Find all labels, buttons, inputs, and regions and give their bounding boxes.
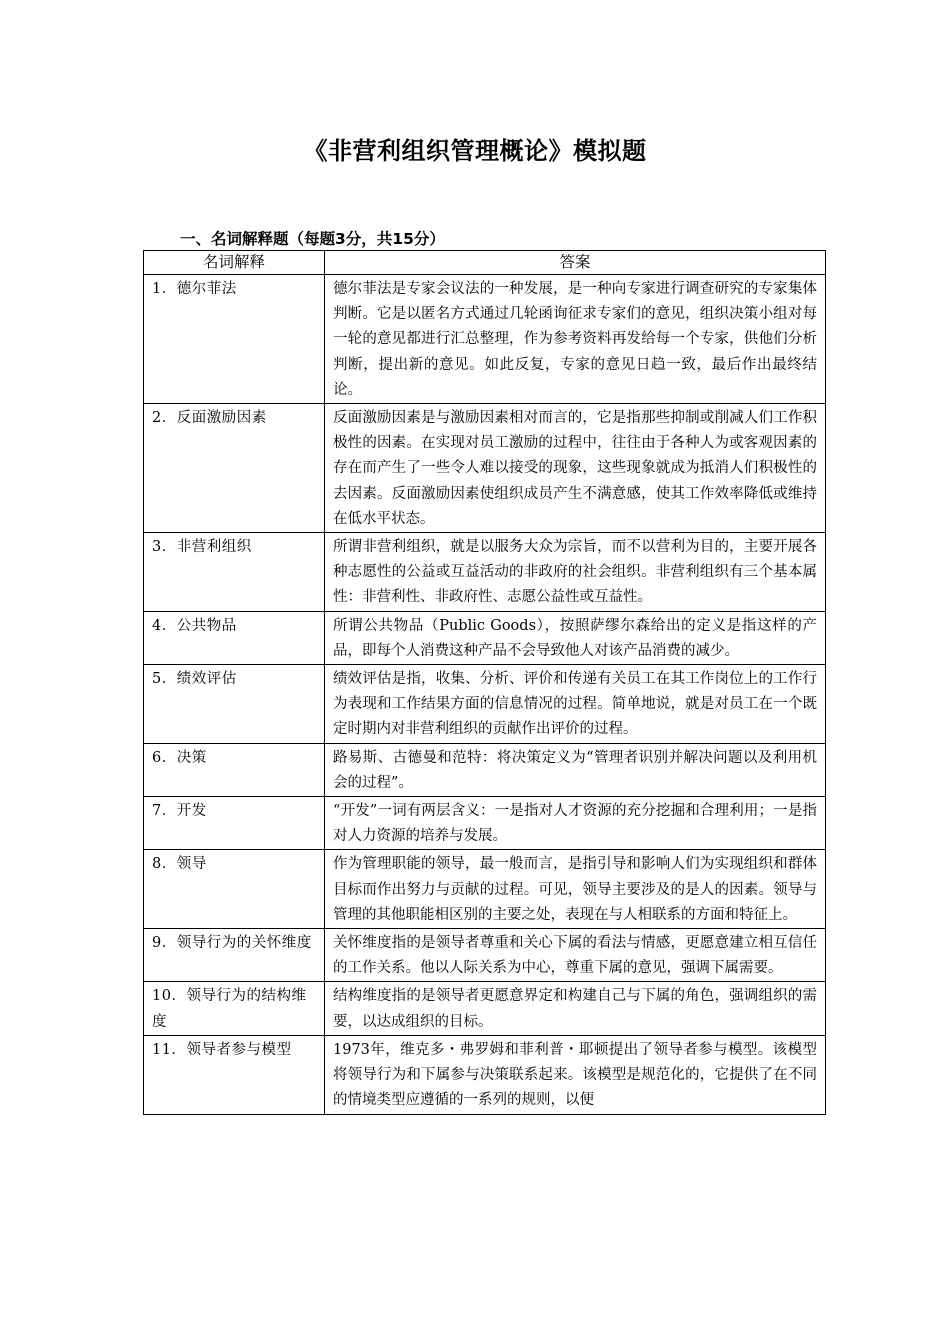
table-row	[144, 743, 826, 796]
answer-cell: 作为管理职能的领导，最一般而言，是指引导和影响人们为实现组织和群体目标而作出努力与贡献的过程。可见，领导主要涉及的是人的因素。领导与管理的其他职能相区别的主要之处，表现在与人相联系的方面和特征上。	[325, 850, 826, 929]
term-column-header: 名词解释	[144, 251, 325, 275]
table-row	[144, 929, 826, 982]
answer-cell: 1973年，维克多・弗罗姆和菲利普・耶顿提出了领导者参与模型。该模型将领导行为和下属参与决策联系起来。该模型是规范化的，它提供了在不同的情境类型应遵循的一系列的规则，以便	[325, 1035, 826, 1114]
table-row	[144, 665, 826, 744]
answer-cell: 所谓非营利组织，就是以服务大众为宗旨，而不以营利为目的，主要开展各种志愿性的公益或互益活动的非政府的社会组织。非营利组织有三个基本属性：非营利性、非政府性、志愿公益性或互益性。	[325, 533, 826, 612]
answer-cell: 结构维度指的是领导者更愿意界定和构建自己与下属的角色，强调组织的需要，以达成组织的目标。	[325, 982, 826, 1035]
table-row	[144, 275, 826, 404]
answer-cell: 关怀维度指的是领导者尊重和关心下属的看法与情感，更愿意建立相互信任的工作关系。他以人际关系为中心，尊重下属的意见，强调下属需要。	[325, 929, 826, 982]
answer-cell: 德尔菲法是专家会议法的一种发展，是一种向专家进行调查研究的专家集体判断。它是以匿名方式通过几轮函询征求专家们的意见，组织决策小组对每一轮的意见都进行汇总整理，作为参考资料再发给每一个专家，供他们分析判断，提出新的意见。如此反复，专家的意见日趋一致，最后作出最终结论。	[325, 275, 826, 404]
table-header-row	[144, 251, 826, 275]
answer-cell: 反面激励因素是与激励因素相对而言的，它是指那些抑制或削减人们工作积极性的因素。在实现对员工激励的过程中，往往由于各种人为或客观因素的存在而产生了一些令人难以接受的现象，这些现象就成为抵消人们积极性的去因素。反面激励因素使组织成员产生不满意感，使其工作效率降低或维持在低水平状态。	[325, 404, 826, 533]
glossary-table	[143, 250, 826, 1115]
answer-cell: “开发”一词有两层含义：一是指对人才资源的充分挖掘和合理利用；一是指对人力资源的培养与发展。	[325, 797, 826, 850]
section-heading: 一、名词解释题（每题3分，共15分）	[180, 230, 445, 248]
table-row	[144, 404, 826, 533]
table-row	[144, 1035, 826, 1114]
term-cell: 5．绩效评估	[144, 665, 325, 744]
table-row	[144, 611, 826, 664]
term-cell: 1．德尔菲法	[144, 275, 325, 404]
table-row	[144, 533, 826, 612]
term-cell: 6．决策	[144, 743, 325, 796]
term-cell: 8．领导	[144, 850, 325, 929]
answer-column-header: 答案	[325, 251, 826, 275]
answer-cell: 路易斯、古德曼和范特：将决策定义为“管理者识别并解决问题以及利用机会的过程”。	[325, 743, 826, 796]
term-cell: 10．领导行为的结构维度	[144, 982, 325, 1035]
term-cell: 9．领导行为的关怀维度	[144, 929, 325, 982]
term-cell: 2．反面激励因素	[144, 404, 325, 533]
table-row	[144, 850, 826, 929]
table-row	[144, 982, 826, 1035]
table-row	[144, 797, 826, 850]
term-cell: 3．非营利组织	[144, 533, 325, 612]
answer-cell: 所谓公共物品（Public Goods），按照萨缪尔森给出的定义是指这样的产品，即每个人消费这种产品不会导致他人对该产品消费的减少。	[325, 611, 826, 664]
term-cell: 4．公共物品	[144, 611, 325, 664]
term-cell: 7．开发	[144, 797, 325, 850]
term-cell: 11．领导者参与模型	[144, 1035, 325, 1114]
answer-cell: 绩效评估是指，收集、分析、评价和传递有关员工在其工作岗位上的工作行为表现和工作结果方面的信息情况的过程。简单地说，就是对员工在一个既定时期内对非营利组织的贡献作出评价的过程。	[325, 665, 826, 744]
page-title: 《非营利组织管理概论》模拟题	[303, 137, 647, 165]
